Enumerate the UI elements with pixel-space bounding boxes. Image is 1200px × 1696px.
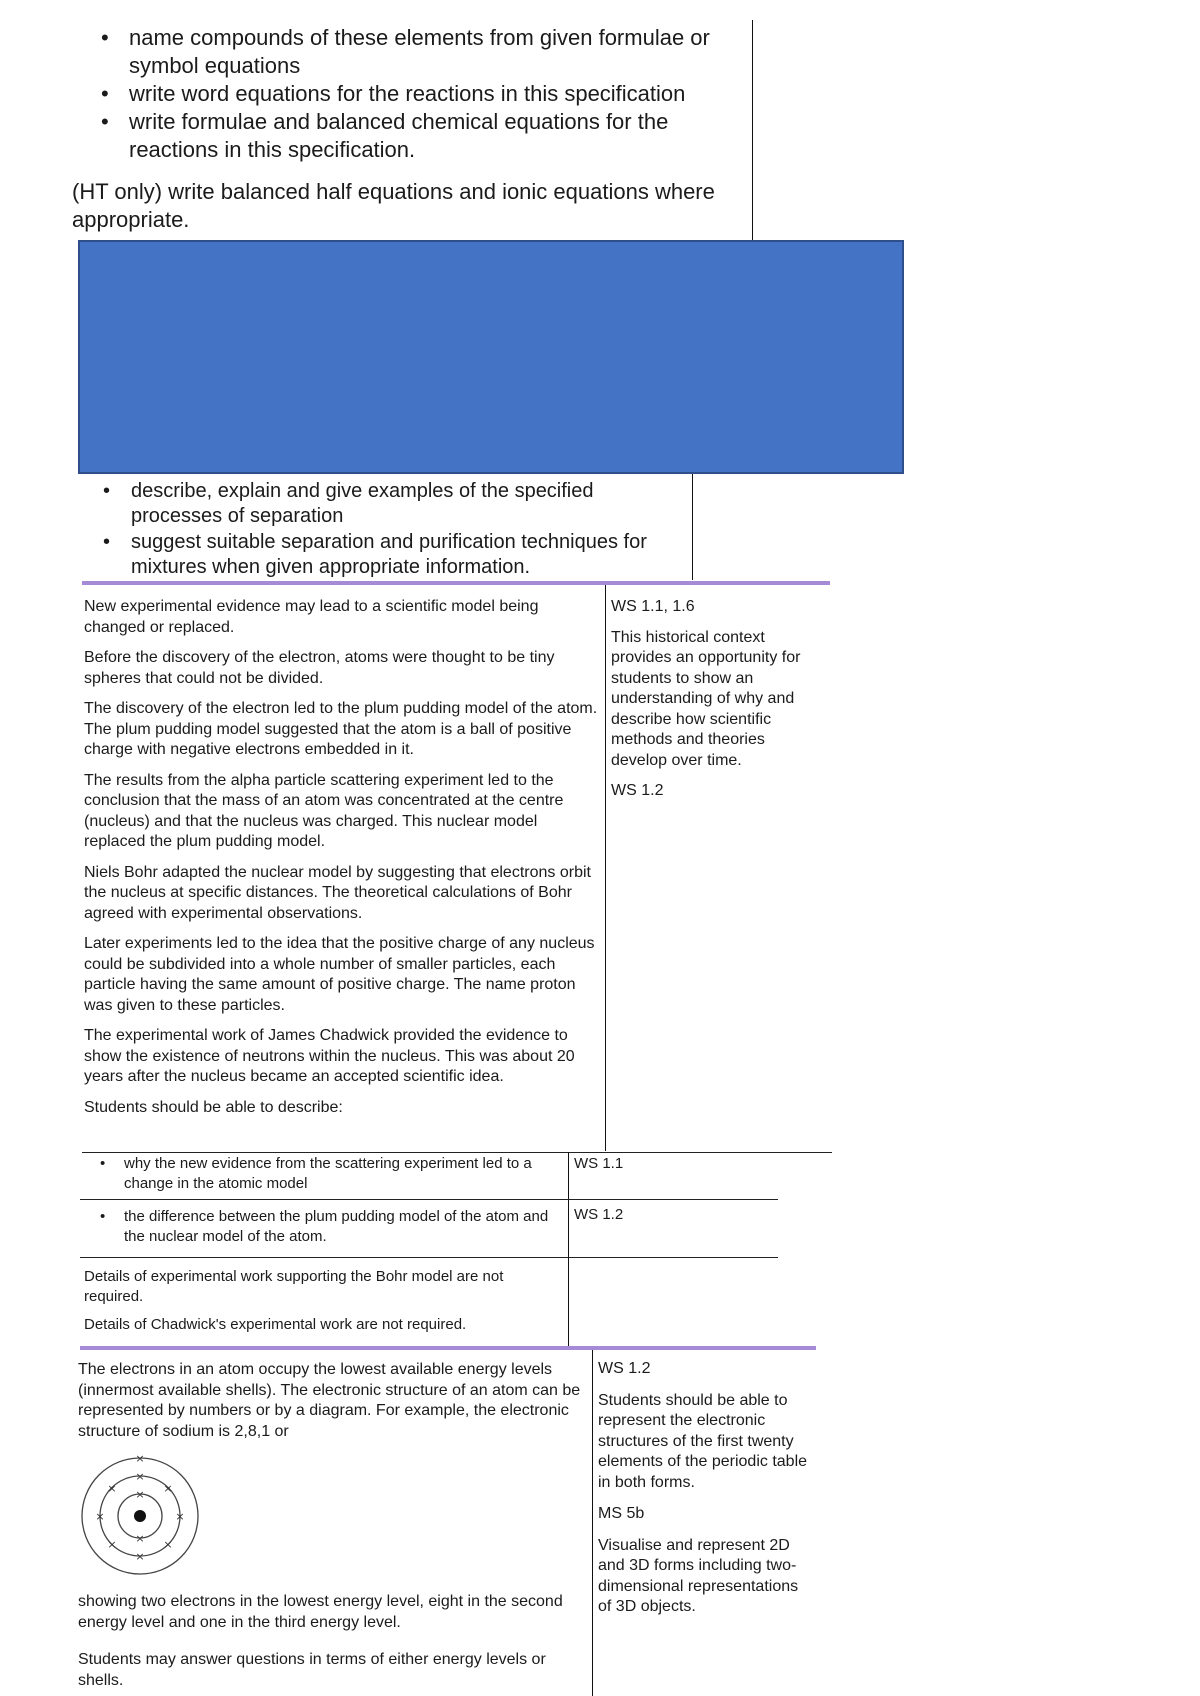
nucleus (134, 1510, 146, 1522)
visualise-note: Visualise and represent 2D and 3D forms including two-dimensional representations of 3D objects. (598, 1536, 799, 1615)
svg-text:×: × (135, 1488, 145, 1501)
separation-column-divider (692, 474, 693, 580)
list-item: • the difference between the plum pudding model of the atom and the nuclear model of the atom. (100, 1208, 549, 1245)
historical-context-note: This historical context provides an opportunity for students to show an understanding of why and describe how scientific methods and theories develop over time. (611, 628, 801, 769)
ms-reference: MS 5b (598, 1505, 645, 1522)
ws-reference: WS 1.2 (574, 1206, 624, 1223)
table-row (84, 1207, 564, 1247)
paragraph: Details of experimental work supporting the Bohr model are not required. (84, 1268, 504, 1305)
svg-text:×: × (135, 1550, 145, 1563)
top-bullet-list (101, 24, 739, 164)
paragraph: The results from the alpha particle scattering experiment led to the conclusion that the mass of an atom was concentrated at the centre (nucleus) and that the nucleus was charged. This nuclear model replaced the plum pudding model. (84, 771, 564, 850)
svg-text:×: × (135, 1470, 145, 1483)
atomic-column-divider (605, 585, 606, 1151)
ht-only-note: (HT only) write balanced half equations and ionic equations where appropriate. (72, 179, 715, 232)
separation-bullet-list (103, 479, 671, 580)
svg-text:×: × (163, 1482, 173, 1495)
ws-reference: WS 1.2 (611, 782, 664, 799)
list-item: • describe, explain and give examples of the specified processes of separation (103, 480, 594, 527)
svg-text:×: × (163, 1538, 173, 1551)
section-divider-purple (82, 581, 830, 585)
paragraph: New experimental evidence may lead to a scientific model being changed or replaced. (84, 598, 539, 636)
table-rule (82, 1152, 832, 1153)
list-item: • why the new evidence from the scattering experiment led to a change in the atomic model (100, 1155, 532, 1192)
representation-note: Students should be able to represent the electronic structures of the first twenty elements of the periodic table in both forms. (598, 1391, 808, 1491)
list-item: • name compounds of these elements from given formulae or symbol equations (101, 25, 710, 78)
svg-text:×: × (95, 1510, 105, 1523)
paragraph: Later experiments led to the idea that the positive charge of any nucleus could be subdivided into a whole number of smaller particles, each particle having the same amount of positive charge. The name proton was given to these particles. (84, 935, 595, 1014)
electronic-notes-column (598, 1359, 810, 1618)
table-rule (80, 1199, 778, 1200)
blue-redaction-block (78, 240, 904, 474)
ws-reference: WS 1.1 (574, 1155, 624, 1172)
svg-text:×: × (175, 1510, 185, 1523)
electronic-intro: The electrons in an atom occupy the lowest available energy levels (innermost available shells). The electronic structure of an atom can be represented by numbers or by a diagram. For example, the electronic structure of sodium is 2,8,1 or (78, 1361, 581, 1440)
list-item: • suggest suitable separation and purification techniques for mixtures when given appropriate information. (103, 531, 647, 578)
section-divider-purple (80, 1346, 816, 1350)
svg-text:×: × (135, 1532, 145, 1545)
svg-text:×: × (107, 1538, 117, 1551)
ws-reference: WS 1.2 (598, 1360, 651, 1377)
paragraph: The experimental work of James Chadwick provided the evidence to show the existence of neutrons within the nucleus. This was about 20 years after the nucleus became an accepted scientific idea. (84, 1027, 575, 1085)
atomic-model-notes-column (611, 597, 821, 802)
electronic-explanation: showing two electrons in the lowest energy level, eight in the second energy level and one in the third energy level. (78, 1593, 563, 1631)
electronic-column-divider (592, 1350, 593, 1696)
list-item: • write word equations for the reactions in this specification (101, 81, 686, 106)
not-required-notes (84, 1267, 564, 1335)
paragraph: The discovery of the electron led to the plum pudding model of the atom. The plum pudding model suggested that the atom is a ball of positive charge with negative electrons embedded in it. (84, 700, 598, 758)
table-row (84, 1154, 564, 1194)
paragraph: Before the discovery of the electron, atoms were thought to be tiny spheres that could not be divided. (84, 649, 555, 687)
list-item: • write formulae and balanced chemical equations for the reactions in this specification. (101, 109, 669, 162)
paragraph: Niels Bohr adapted the nuclear model by suggesting that electrons orbit the nucleus at specific distances. The theoretical calculations of Bohr agreed with experimental observations. (84, 863, 591, 922)
paragraph: Details of Chadwick's experimental work are not required. (84, 1316, 467, 1333)
table-rule (80, 1257, 778, 1258)
energy-levels-note: Students may answer questions in terms of either energy levels or shells. (78, 1651, 546, 1689)
top-column-divider (752, 20, 753, 240)
paragraph: Students should be able to describe: (84, 1098, 343, 1116)
svg-text:×: × (135, 1453, 145, 1465)
sodium-electron-shell-diagram (75, 1453, 205, 1583)
svg-text:×: × (107, 1482, 117, 1495)
ws-reference: WS 1.1, 1.6 (611, 598, 695, 615)
sub-column-divider (568, 1152, 569, 1346)
atomic-model-text (84, 597, 599, 1118)
